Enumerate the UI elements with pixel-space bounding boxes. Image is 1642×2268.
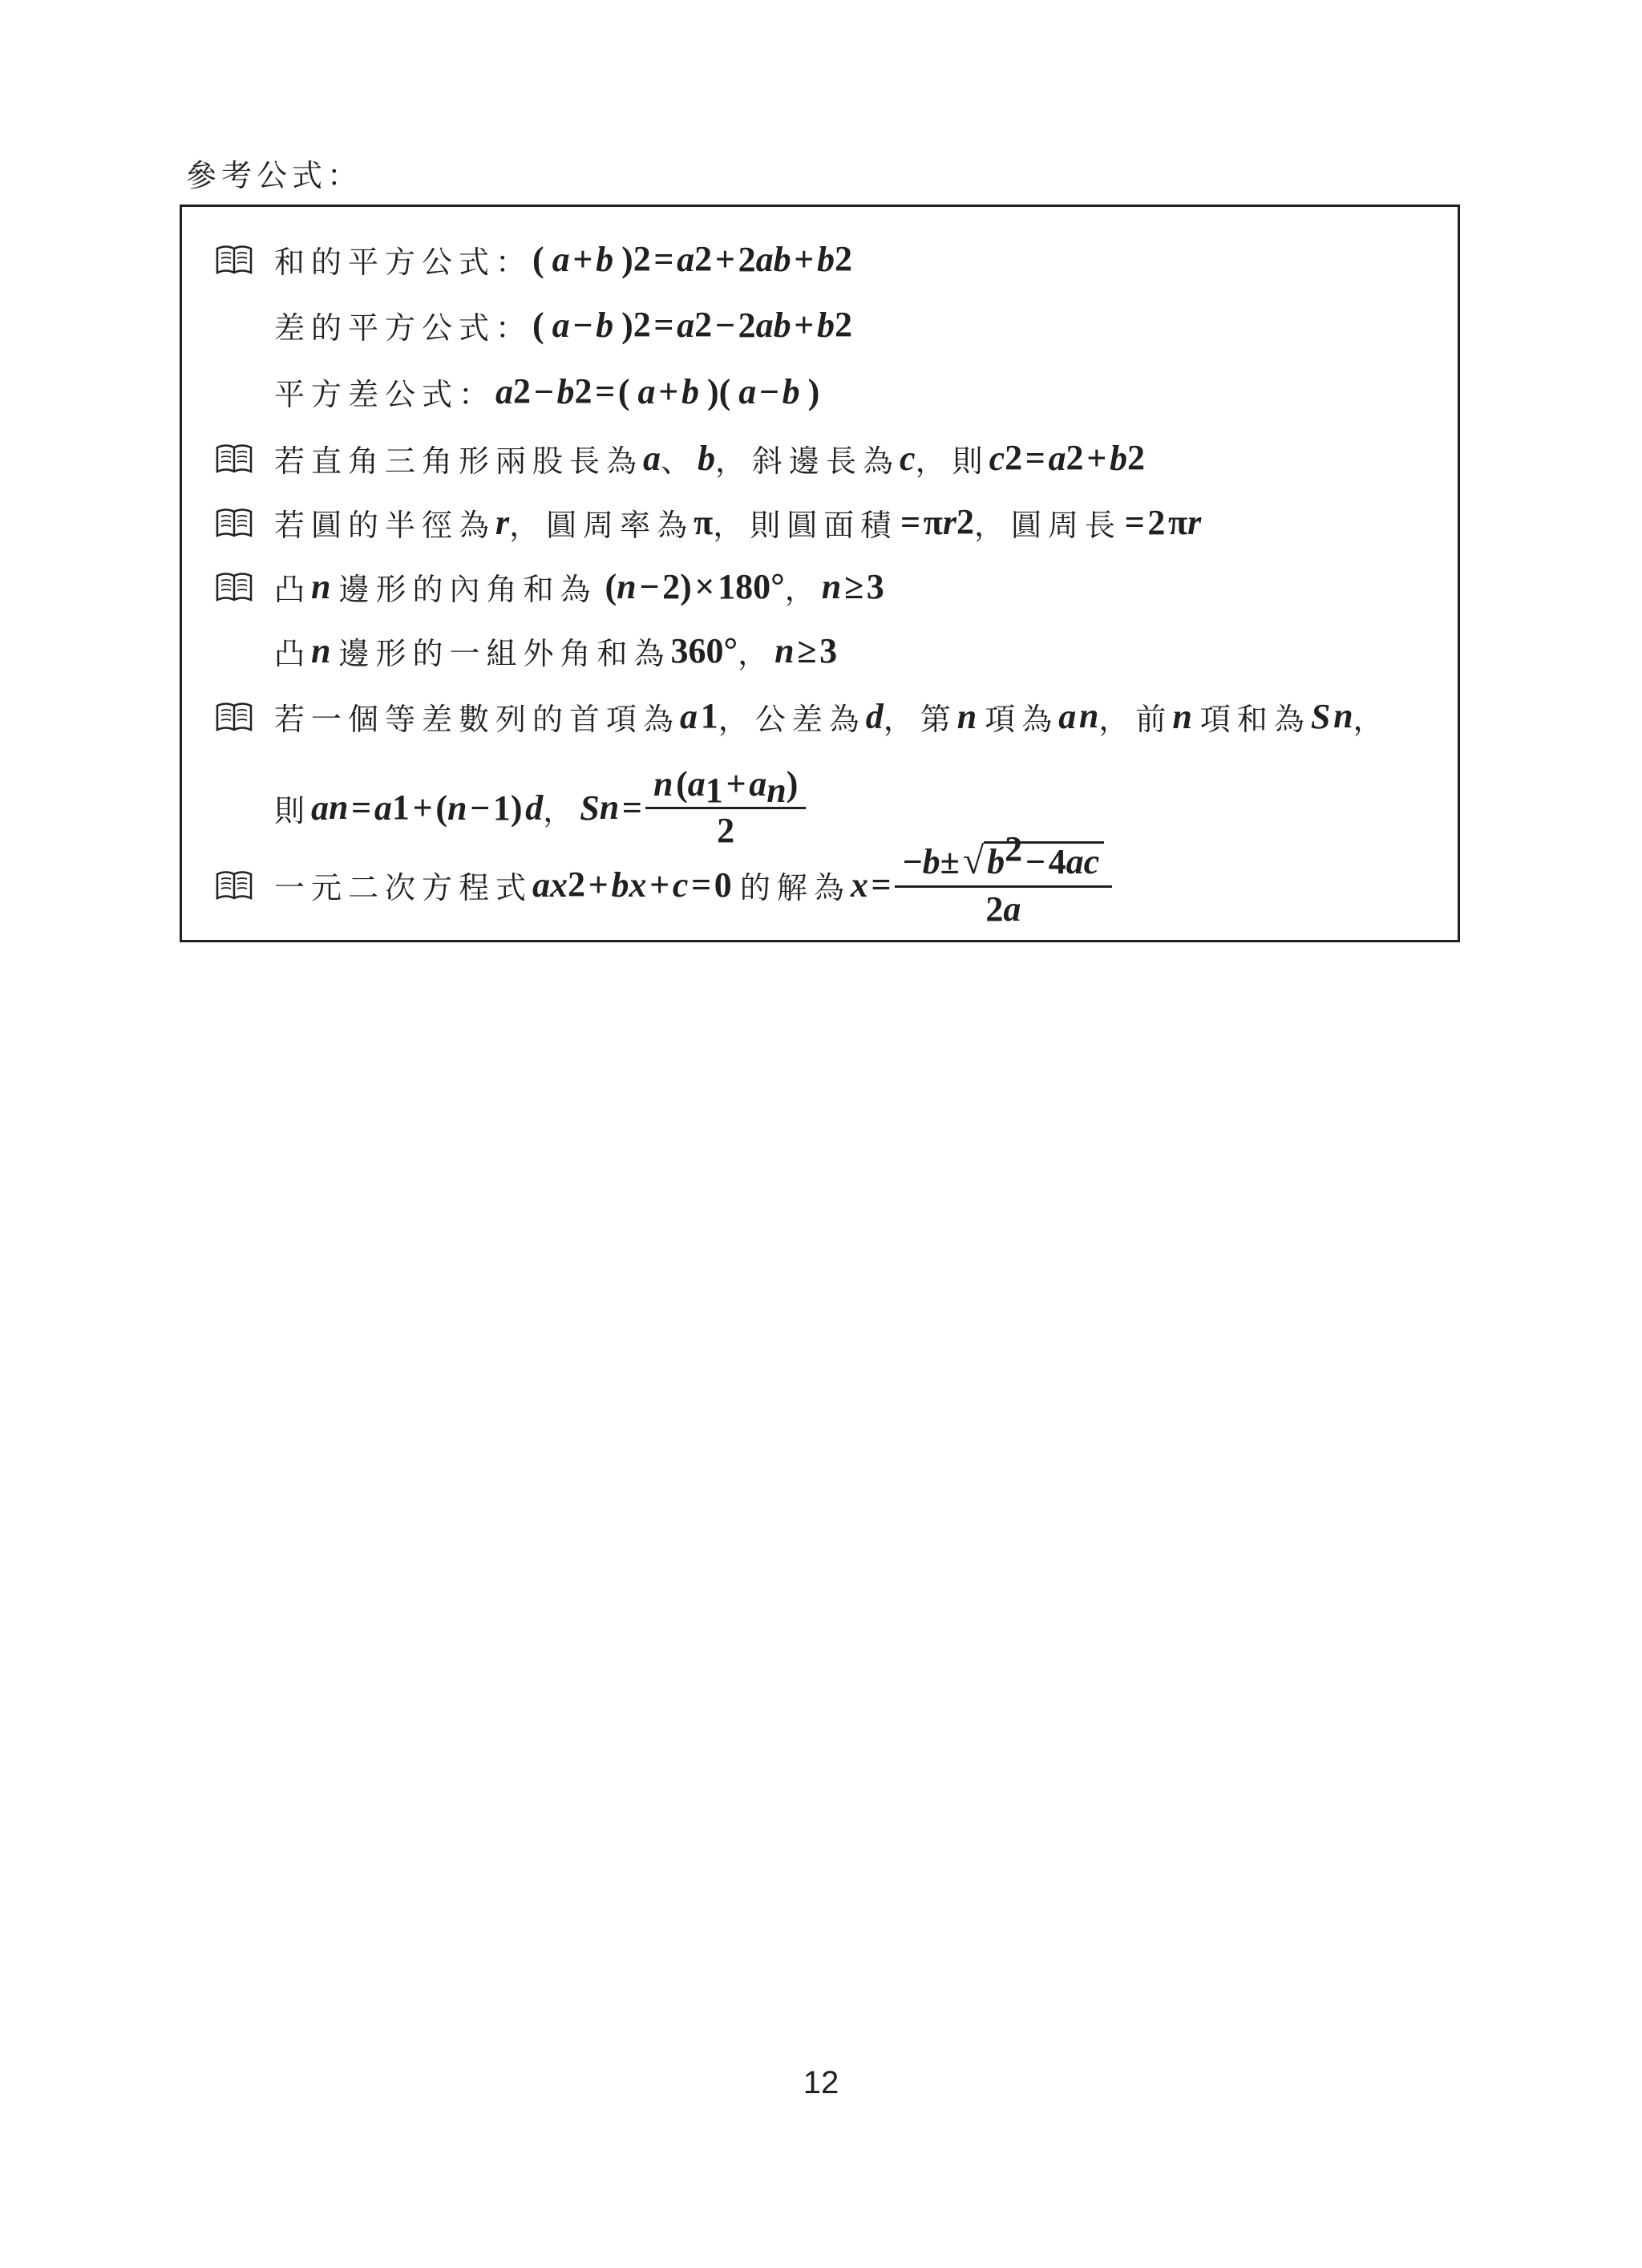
book-icon: [215, 569, 253, 603]
label-diff-square: 差的平方公式：: [274, 310, 533, 346]
label-common-difference: ，公差為: [718, 701, 866, 737]
label-convex: 凸: [274, 635, 312, 671]
label-sum-square: 和的平方公式：: [274, 244, 533, 280]
book-icon: [215, 441, 253, 475]
formula-sum-square: 和的平方公式： ( a + b ) 2 = a 2 + 2 ab + b 2: [215, 235, 852, 283]
formula-quadratic: 一元二次方程式 ax 2 + bx + c = 0 的解為 x = $\frac{-b\pm√b^2 - 4ac}{2a}$: [215, 840, 1115, 929]
quadratic-fraction: $\frac{-b\pm√b^2 - 4ac}{2a}$: [895, 841, 1113, 928]
book-icon: [215, 699, 253, 733]
label-quadratic-equation: 一元二次方程式: [274, 869, 533, 905]
label-pythagorean: 若直角三角形兩股長為: [274, 443, 644, 479]
formula-polygon-interior: 凸 n 邊形的內角和為 ( n − 2) × 180 ° ， n ≥ 3: [215, 562, 884, 610]
formula-arithmetic-sequence: 若一個等差數列的首項為 a 1 ，公差為 d ，第 n 項為 a n ，前 n 項和為 S n ，: [215, 692, 1390, 740]
comma: ，: [738, 635, 775, 671]
sum-fraction: $\frac{n (a_1 + a_n)}{2}$: [645, 766, 806, 848]
label-circle-pi: ，圓周率為: [509, 507, 694, 543]
comma: ，: [543, 792, 580, 828]
page-number: 12: [803, 2065, 839, 2100]
label-then: 則: [274, 792, 312, 828]
book-icon: [215, 242, 253, 276]
label-sum-is: 項和為: [1199, 701, 1311, 737]
book-icon: [215, 505, 253, 539]
label-circle-radius: 若圓的半徑為: [274, 507, 496, 543]
label-then: ，則: [915, 443, 989, 479]
formula-polygon-exterior: 凸 n 邊形的一組外角和為 360 ° ， n ≥ 3: [274, 626, 837, 674]
formula-diff-square: 差的平方公式： ( a − b ) 2 = a 2 − 2 ab + b 2: [274, 301, 852, 349]
book-icon: [215, 868, 253, 901]
label-hypotenuse: ，斜邊長為: [715, 443, 900, 479]
comma: ，: [784, 571, 822, 607]
label-first-n: ，前: [1098, 701, 1173, 737]
label-nth: ，第: [883, 701, 957, 737]
label-convex: 凸: [274, 571, 312, 607]
formula-diff-of-squares: 平方差公式： a 2 − b 2 = ( a + b )( a − b ): [274, 367, 819, 415]
label-first-term: 若一個等差數列的首項為: [274, 701, 681, 737]
formula-box: [180, 205, 1460, 942]
label-interior-angle-sum: 邊形的內角和為: [338, 571, 597, 607]
comma: ，: [1353, 701, 1390, 737]
formula-arithmetic-terms: 則 a n = a 1 + ( n − 1) d ， S n = $\frac{n (a_1 + a_n)}{2}$: [274, 763, 809, 852]
label-diff-of-squares: 平方差公式：: [274, 376, 496, 412]
formula-circle: 若圓的半徑為 r ，圓周率為 π ，則圓面積 = π r 2 ，圓周長 = 2 π r: [215, 498, 1201, 546]
formula-pythagorean: 若直角三角形兩股長為 a 、 b ，斜邊長為 c ，則 c 2 = a 2 + b 2: [215, 434, 1145, 482]
label-circle-area: ，則圓面積: [713, 507, 898, 543]
label-solution-is: 的解為: [739, 869, 851, 905]
label-exterior-angle-sum: 邊形的一組外角和為: [338, 635, 671, 671]
label-term-is: 項為: [985, 701, 1059, 737]
separator: 、: [661, 443, 698, 479]
reference-formulas-heading: 參考公式：: [186, 158, 363, 193]
label-circle-perimeter: ，圓周長: [973, 507, 1122, 543]
